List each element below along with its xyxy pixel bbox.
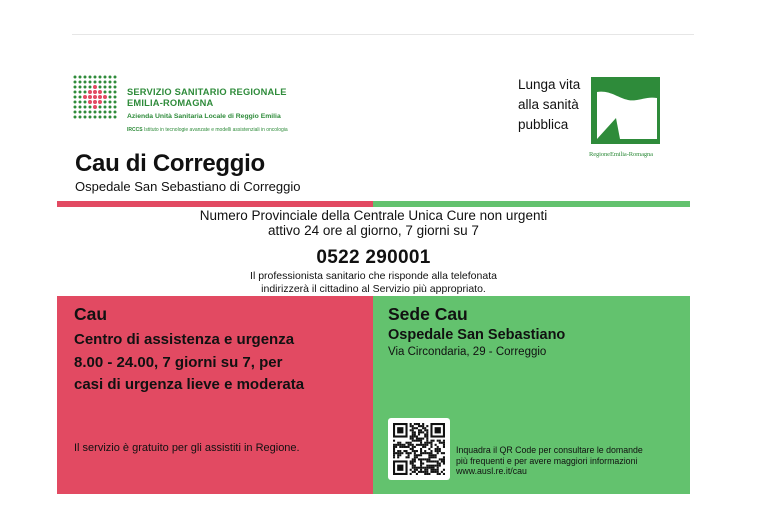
ausl-logo xyxy=(72,74,312,136)
slogan-line2: alla sanità xyxy=(518,97,579,112)
qr-code-icon xyxy=(393,423,445,475)
dot-grid-logo-icon xyxy=(72,74,118,120)
irccs-description: Istituto in tecnologie avanzate e modelli assistenziali in oncologia xyxy=(142,127,288,133)
org-line2: EMILIA-ROMAGNA xyxy=(127,98,214,108)
cau-description xyxy=(74,329,369,397)
cau-desc-line2: 8.00 - 24.00, 7 giorni su 7, per xyxy=(74,353,283,371)
cau-heading: Cau xyxy=(74,304,108,324)
cau-free-service-note: Il servizio è gratuito per gli assistiti in Regione. xyxy=(74,442,300,454)
qr-line2: più frequenti e per avere maggiori informazioni xyxy=(456,455,638,466)
central-note2: indirizzerà il cittadino al Servizio più appropriato. xyxy=(261,283,486,295)
top-divider xyxy=(72,34,694,35)
slogan-line1: Lunga vita xyxy=(518,77,581,92)
cau-desc-line3: casi di urgenza lieve e moderata xyxy=(74,376,305,393)
sede-heading: Sede Cau xyxy=(388,304,468,324)
page-subtitle: Ospedale San Sebastiano di Correggio xyxy=(75,179,301,194)
sede-address: Via Circondaria, 29 - Correggio xyxy=(388,346,547,358)
cau-panel xyxy=(57,296,373,494)
qr-instructions xyxy=(456,445,643,477)
sede-hospital-name: Ospedale San Sebastiano xyxy=(388,327,566,343)
slogan xyxy=(518,75,580,135)
regione-emilia-romagna-logo-icon xyxy=(590,76,662,160)
sede-panel xyxy=(373,296,690,494)
qr-url-link[interactable]: www.ausl.re.it/cau xyxy=(456,466,527,476)
slogan-line3: pubblica xyxy=(518,117,569,132)
red-divider-bar xyxy=(57,201,373,207)
irccs-label: IRCCS xyxy=(127,127,143,133)
org-line3: Azienda Unità Sanitaria Locale di Reggio Emilia xyxy=(127,113,281,120)
central-line1: Numero Provinciale della Centrale Unica Cure non urgenti xyxy=(199,208,548,223)
central-note xyxy=(57,270,690,296)
page-title: Cau di Correggio xyxy=(75,150,265,177)
qr-line1: Inquadra il QR Code per consultare le domande xyxy=(456,445,643,455)
phone-number: 0522 290001 xyxy=(316,247,431,268)
org-name xyxy=(127,87,288,136)
cau-desc-line1: Centro di assistenza e urgenza xyxy=(74,331,295,348)
region-logo-text: RegioneEmilia-Romagna xyxy=(589,151,653,158)
org-line4 xyxy=(127,125,288,136)
central-line2: attivo 24 ore al giorno, 7 giorni su 7 xyxy=(268,223,479,238)
org-line1: SERVIZIO SANITARIO REGIONALE xyxy=(127,87,287,97)
central-description xyxy=(57,208,690,238)
qr-code[interactable] xyxy=(388,418,450,480)
central-note1: Il professionista sanitario che risponde alla telefonata xyxy=(250,270,497,282)
green-divider-bar xyxy=(373,201,690,207)
